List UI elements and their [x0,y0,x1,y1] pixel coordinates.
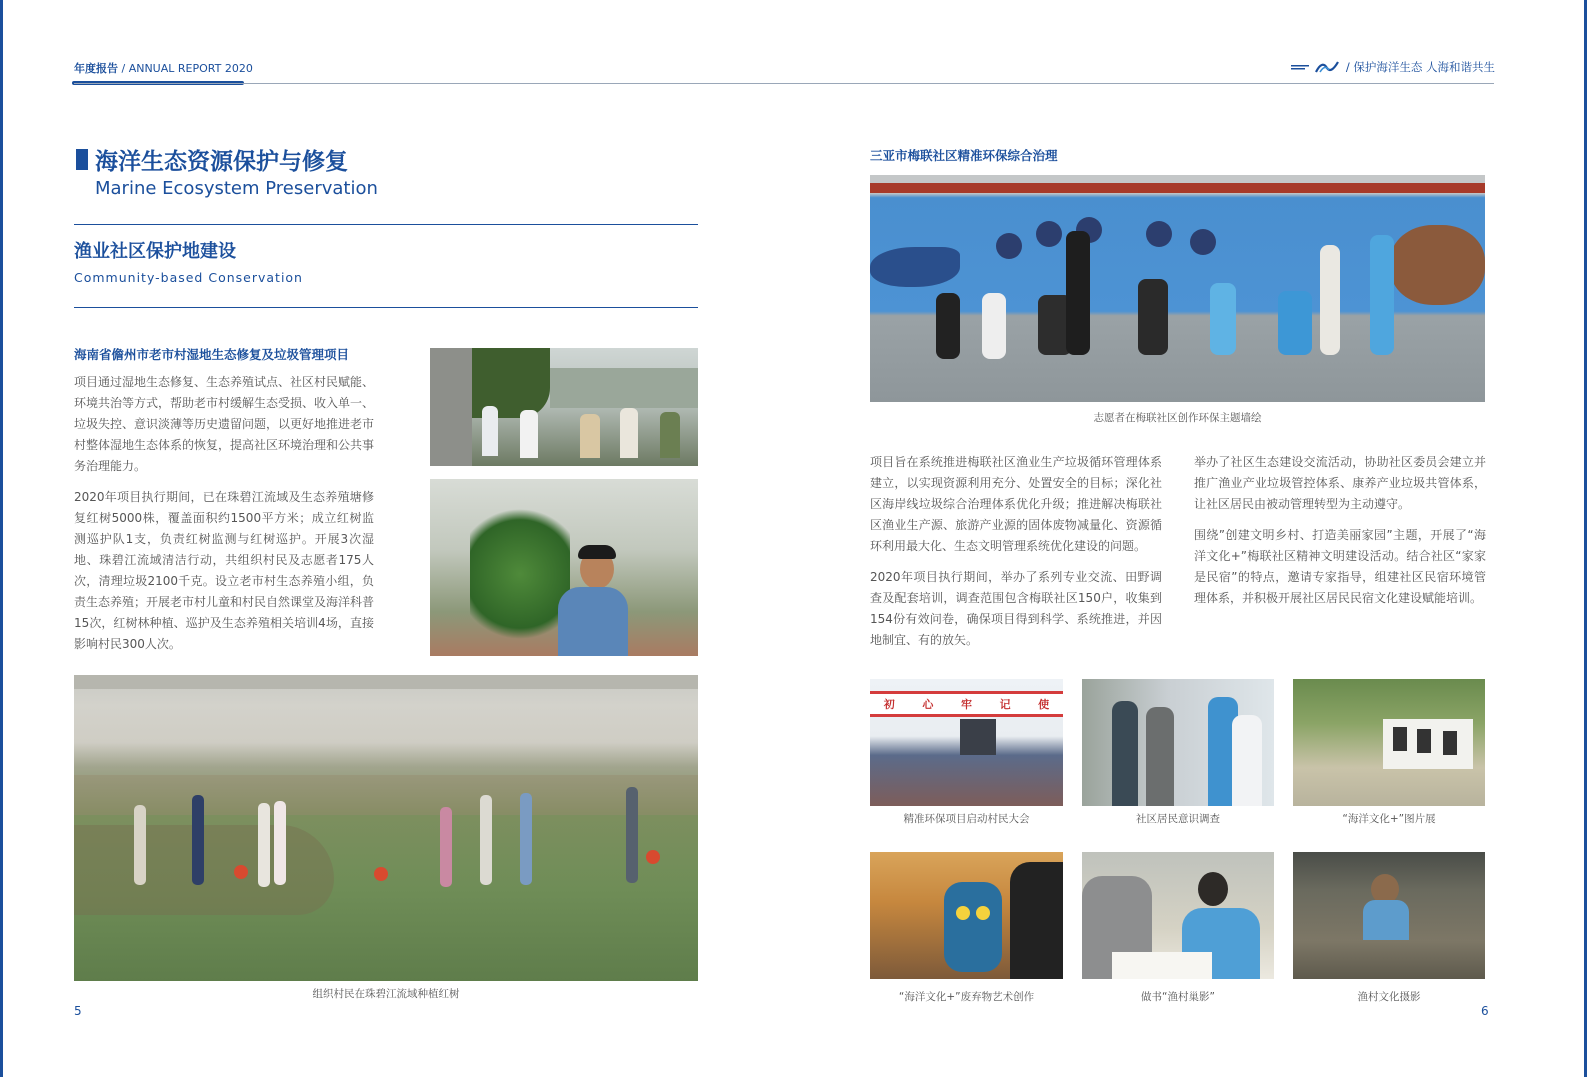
header-left [74,60,253,76]
caption-culture-exhibition: “海洋文化+”图片展 [1342,813,1436,825]
section-title-en: Marine Ecosystem Preservation [95,178,378,199]
caption-resident-survey: 社区居民意识调查 [1136,813,1220,825]
brand-logo [1291,60,1340,74]
photo-culture-exhibition [1293,679,1485,806]
left-paragraph-2: 2020年项目执行期间，已在珠碧江流域及生态养殖塘修复红树5000株，覆盖面积约1500平方米；成立红树监测巡护队1支，负责红树监测与红树巡护。开展3次湿地、珠碧江流域清洁行动，共组织村民及志愿者175人次，清理垃圾2100千克。设立老市村生态养殖小组，负责生态养殖；开展老市村儿童和村民自然课堂及海洋科普15次，红树林种植、巡护及生态养殖相关培训4场，直接影响村民300人次。 [74,490,375,651]
header-separator: / [118,62,129,75]
photo-villager-carrying-seedlings [430,479,698,656]
caption-book-making: 做书“渔村巢影” [1141,991,1215,1003]
project-title-sanya: 三亚市梅联社区精准环保综合治理 [870,148,1058,163]
left-paragraph-1: 项目通过湿地生态修复、生态养殖试点、社区村民赋能、环境共治等方式，帮助老市村缓解生态受损、收入单一、垃圾失控、意识淡薄等历史遗留问题，以更好地推进老市村整体湿地生态体系的恢复，提高社区环境治理和公共事务治理能力。 [74,375,375,473]
header-right [1291,59,1495,75]
right-text-column-2 [1194,452,1486,609]
header-report-year: ANNUAL REPORT 2020 [128,62,253,75]
subsection-title-en: Community-based Conservation [74,270,303,285]
caption-mural: 志愿者在梅联社区创作环保主题墙绘 [1093,412,1262,424]
caption-mangrove-planting: 组织村民在珠碧江流域种植红树 [312,988,460,1000]
meeting-banner: 初 心 牢 记 使 [870,691,1063,717]
page-number-left: 5 [74,1004,82,1018]
header-report-label: 年度报告 [74,62,118,75]
header-slogan: / 保护海洋生态 人海和谐共生 [1345,60,1495,74]
right-col2-paragraph-2: 围绕”创建文明乡村、打造美丽家园”主题，开展了“海洋文化+”梅联社区精神文明建设活动。结合社区“家家是民宿”的特点，邀请专家指导，组建社区民宿环境管理体系，并积极开展社区居民民宿文化建设赋能培训。 [1194,528,1486,605]
header-divider [74,83,1494,84]
left-text-column [74,372,374,655]
project-title-danzhou: 海南省儋州市老市村湿地生态修复及垃圾管理项目 [74,347,350,362]
section-rule-bottom [74,307,698,308]
section-rule-top [74,224,698,225]
section-title: 海洋生态资源保护与修复 [95,149,348,175]
page-frame-left [0,0,3,1077]
right-col2-paragraph-1: 举办了社区生态建设交流活动，协助社区委员会建立并推广渔业产业垃圾管控体系、康养产业垃圾共管体系，让社区居民由被动管理转型为主动遵守。 [1194,455,1486,511]
caption-fishing-village: 渔村文化摄影 [1357,991,1421,1003]
photo-fishing-village [1293,852,1485,979]
photo-villager-meeting [870,679,1063,806]
page-number-right: 6 [1481,1004,1489,1018]
subsection-title: 渔业社区保护地建设 [74,241,236,262]
right-col1-paragraph-1: 项目旨在系统推进梅联社区渔业生产垃圾循环管理体系建立，以实现资源利用充分、处置安全的目标；深化社区海岸线垃圾综合治理体系优化升级；推进解决梅联社区渔业生产源、旅游产业源的固体废物减量化、资源循环利用最大化、生态文明管理系统优化建设的问题。 [870,455,1162,553]
photo-mangrove-planting [74,675,698,981]
caption-waste-art: “海洋文化+”废弃物艺术创作 [898,991,1035,1003]
caption-villager-meeting: 精准环保项目启动村民大会 [903,813,1030,825]
right-text-column-1 [870,452,1162,651]
section-marker [76,149,88,170]
photo-resident-survey [1082,679,1274,806]
right-col1-paragraph-2: 2020年项目执行期间，举办了系列专业交流、田野调查及配套培训，调查范围包含梅联社区150户，收集到154份有效问卷，确保项目得到科学、系统推进，并因地制宜、有的放矢。 [870,570,1162,647]
photo-seedling-unloading [430,348,698,466]
photo-waste-art [870,852,1063,979]
logo-wave-icon [1314,60,1340,74]
photo-book-making [1082,852,1274,979]
photo-mural-volunteers [870,175,1485,402]
